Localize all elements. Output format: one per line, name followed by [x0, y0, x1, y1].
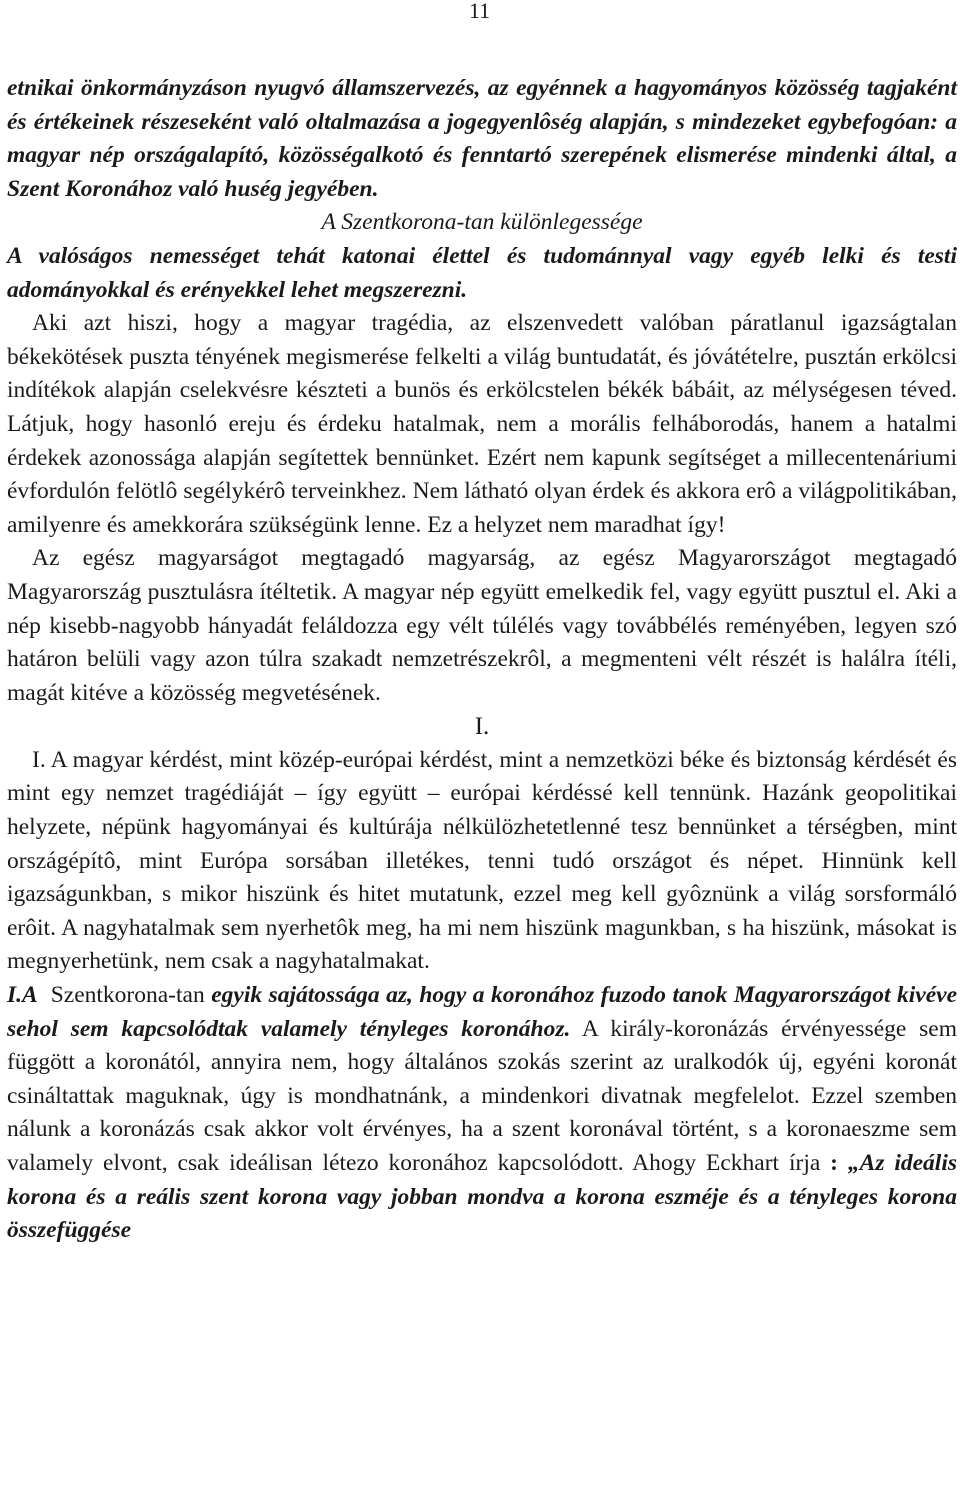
section-I-paragraph: I. A magyar kérdést, mint közép-európai kérdést, mint a nemzetközi béke és biztonság kérdését és mint egy nemzet tragédiáját – így együtt – európai kérdéssé kell tennünk. Hazánk geopolitikai helyzete, népünk hagyományai és kultúrája nélkülözhetetlenné tesz bennünket a térségben, mint országépítô, mint Európa sorsában illetékes, tenni tudó országot és népet. Hinnünk kell igazságunkban, s mikor hiszünk és hitet mutatunk, ezzel meg kell gyôznünk a világ sorsformáló erôit. A nagyhatalmak sem nyerhetôk meg, ha mi nem hiszünk magunkban, s ha hiszünk, másokat is megnyerhetünk, nem csak a nagyhatalmakat.: [7, 746, 957, 975]
section-IA-body: A király-koronázás érvényessége sem függött a koronától, annyira nem, hogy általános szokás szerint az uralkodók új, egyéni koronát csináltattak maguknak, úgy is mondhatnánk, a mindenkori divatnak megfelelot. Ezzel szemben nálunk a koronázás csak akkor volt érvényes, ha a szent koronával történt, s a koronaeszme sem valamely elvont, csak ideálisan létezo koronához kapcsolódott. Ahogy Eckhart írja: [7, 1015, 958, 1176]
intro-paragraph: etnikai önkormányzáson nyugvó államszervezés, az egyénnek a hagyományos közösség tagjaként és értékeinek részeseként való oltalmazása a jogegyenlôség alapján, s mindezeket egybefogóan: a magyar nép országalapító, közösségalkotó és fenntartó szerepének elismerése mindenki által, a Szent Koronához való huség jegyében.: [7, 75, 957, 202]
denial-paragraph: Az egész magyarságot megtagadó magyarság, az egész Magyarországot megtagadó Magyarország pusztulásra ítéltetik. A magyar nép együtt emelkedik fel, vagy együtt pusztul el. Aki a nép kisebb-nagyobb hányadát feláldozza egy vélt túlélés vagy továbbélés reményében, legyen szó határon belüli vagy azon túlra szakadt nemzetrészekrôl, a megmenteni vélt részét is halálra ítéli, magát kitéve a közösség megvetésének.: [7, 545, 957, 706]
section-numeral: I.: [474, 713, 490, 741]
nobility-thesis: A valóságos nemességet tehát katonai élettel és tudománnyal vagy egyéb lelki és testi adományokkal és erényekkel lehet megszerezni.: [7, 242, 957, 303]
section-IA-paragraph: [7, 979, 957, 1248]
section-IA-subject: Szentkorona-tan: [50, 982, 205, 1009]
page-number: 11: [469, 0, 491, 23]
section-IA-emphasis: egyik sajátossága az, hogy a koronához fuzodo tanok Magyarországot kivéve sehol sem kapcsolódtak valamely tényleges koronához.: [7, 982, 958, 1042]
section-IA-label: I.A: [7, 982, 38, 1009]
tragedy-paragraph: Aki azt hiszi, hogy a magyar tragédia, az elszenvedett valóban páratlanul igazságtalan békekötések puszta tényének megismerése felkelti a világ buntudatát, és jóvátételre, pusztán erkölcsi indítékok alapján cselekvésre készteti a bunös és erkölcstelen békék bábáit, az mélységesen téved. Látjuk, hogy hasonló ereju és érdeku hatalmak, nem a morális felháborodás, hanem a hatalmi érdekek azonossága alapján segítettek bennünket. Ezért nem kapunk segítséget a millecentenáriumi évfordulón felötlô segélykérô terveinkhez. Nem látható olyan érdek és akkora erô a világpolitikában, amilyenre és amekkorára szükségünk lenne. Ez a helyzet nem maradhat így!: [7, 310, 957, 538]
section-heading: A Szentkorona-tan különlegessége: [321, 209, 643, 236]
eckhart-quote: „Az ideális korona és a reális szent korona vagy jobban mondva a korona eszméje és a tényleges korona összefüggése: [7, 1150, 958, 1244]
page-body: [7, 72, 957, 1248]
section-IA-colon: :: [830, 1150, 838, 1176]
